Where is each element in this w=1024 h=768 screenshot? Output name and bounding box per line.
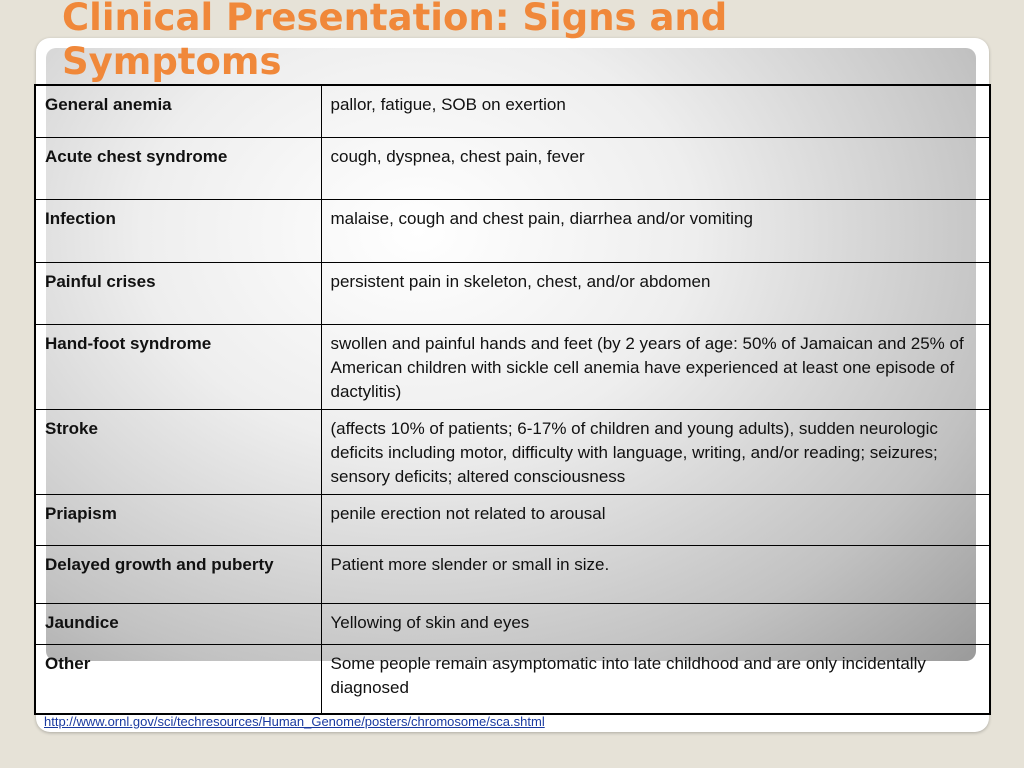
table-row — [35, 324, 990, 409]
symptoms-cell: persistent pain in skeleton, chest, and/or abdomen — [321, 262, 990, 324]
symptoms-cell: pallor, fatigue, SOB on exertion — [321, 85, 990, 137]
condition-cell: Priapism — [35, 494, 321, 545]
table-row — [35, 409, 990, 494]
symptoms-cell: Yellowing of skin and eyes — [321, 603, 990, 644]
condition-cell: Jaundice — [35, 603, 321, 644]
table-row — [35, 137, 990, 199]
table-row — [35, 603, 990, 644]
table-row — [35, 644, 990, 714]
condition-cell: Stroke — [35, 409, 321, 494]
condition-cell: Other — [35, 644, 321, 714]
table-row — [35, 494, 990, 545]
symptoms-cell: penile erection not related to arousal — [321, 494, 990, 545]
table-row — [35, 199, 990, 262]
table-row — [35, 85, 990, 137]
symptoms-cell: Patient more slender or small in size. — [321, 545, 990, 603]
condition-cell: Painful crises — [35, 262, 321, 324]
condition-cell: Infection — [35, 199, 321, 262]
condition-cell: General anemia — [35, 85, 321, 137]
condition-cell: Hand-foot syndrome — [35, 324, 321, 409]
symptoms-cell: cough, dyspnea, chest pain, fever — [321, 137, 990, 199]
symptoms-cell: malaise, cough and chest pain, diarrhea and/or vomiting — [321, 199, 990, 262]
source-link[interactable]: http://www.ornl.gov/sci/techresources/Human_Genome/posters/chromosome/sca.shtml — [44, 714, 545, 729]
slide-title: Clinical Presentation: Signs and Symptoms — [62, 0, 728, 83]
condition-cell: Delayed growth and puberty — [35, 545, 321, 603]
symptoms-cell: (affects 10% of patients; 6-17% of children and young adults), sudden neurologic deficits including motor, difficulty with language, writing, and/or reading; seizures; sensory deficits; altered consciousness — [321, 409, 990, 494]
symptoms-cell: Some people remain asymptomatic into late childhood and are only incidentally diagnosed — [321, 644, 990, 714]
table-row — [35, 545, 990, 603]
symptoms-table — [34, 84, 991, 715]
condition-cell: Acute chest syndrome — [35, 137, 321, 199]
symptoms-cell: swollen and painful hands and feet (by 2 years of age: 50% of Jamaican and 25% of American children with sickle cell anemia have experienced at least one episode of dactylitis) — [321, 324, 990, 409]
table-row — [35, 262, 990, 324]
